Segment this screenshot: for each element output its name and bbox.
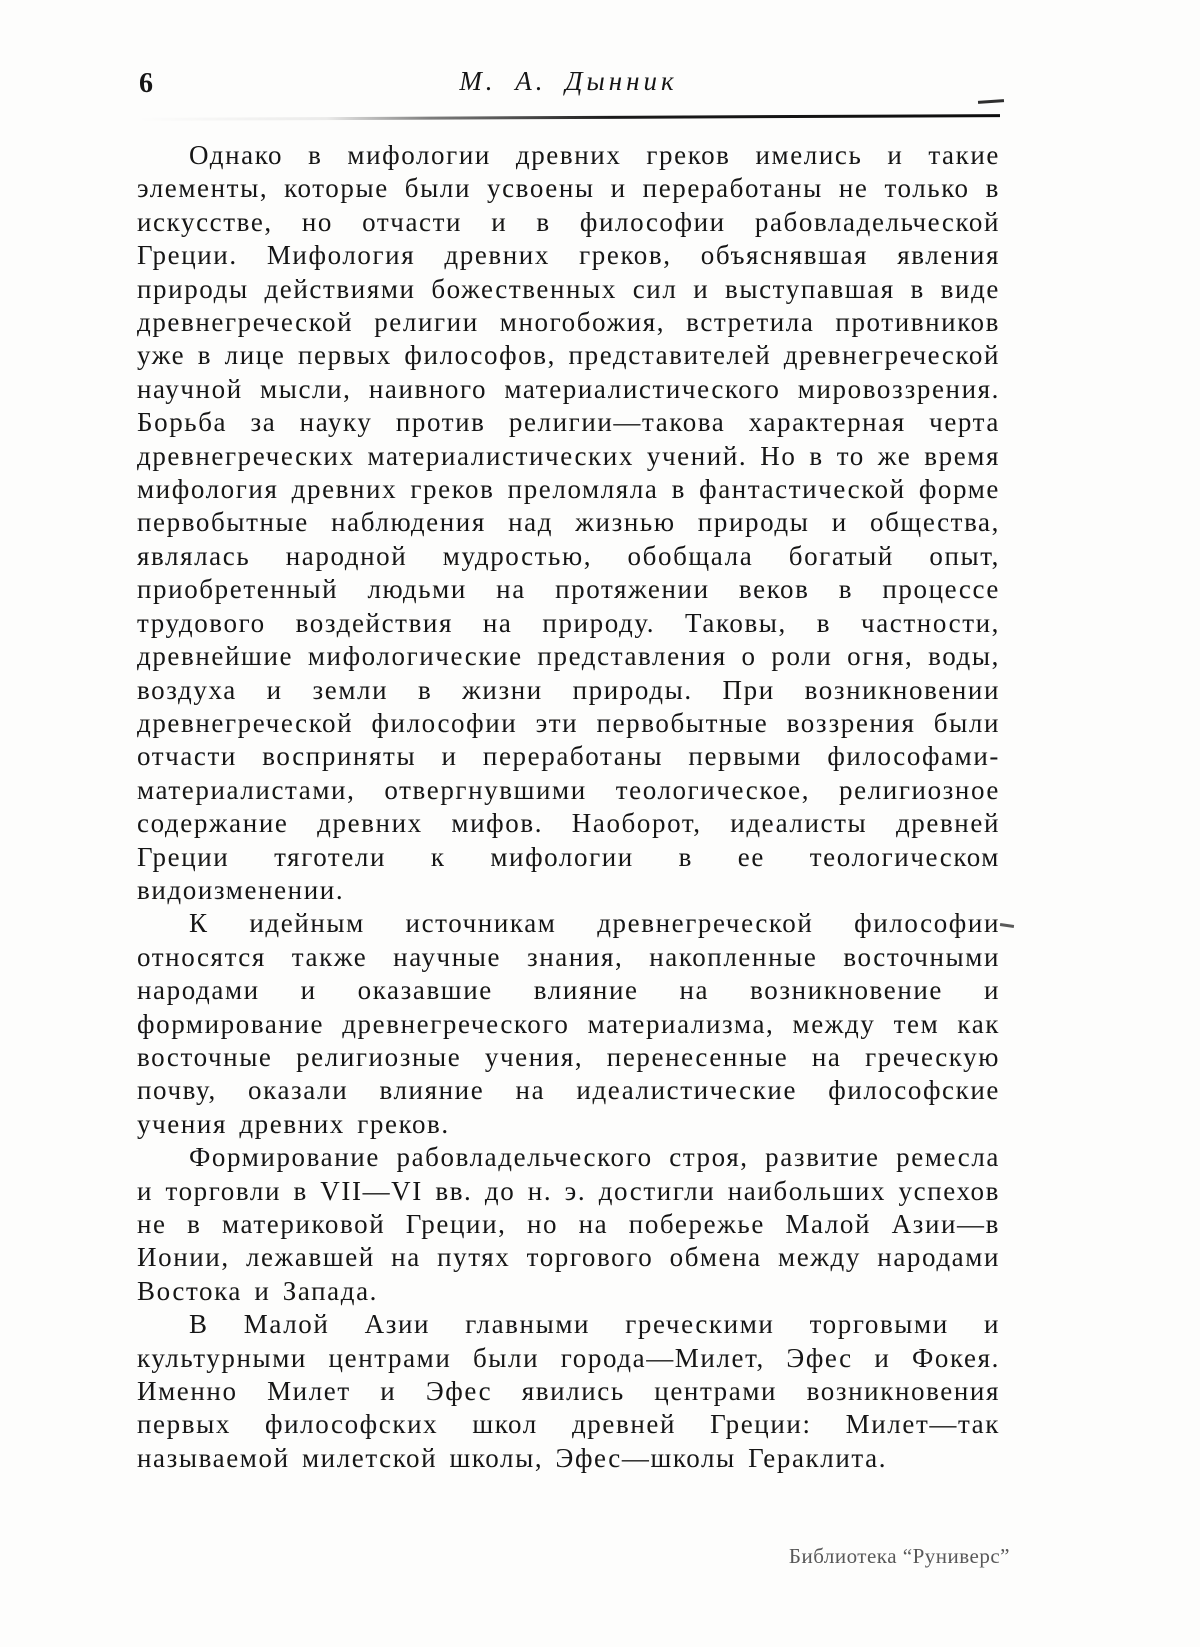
- library-credit: Библиотека “Руниверс”: [788, 1544, 1010, 1568]
- page-header: [137, 66, 1000, 110]
- paragraph: Формирование рабовладельческого строя, развитие ремесла и торговли в VII—VI вв. до н. э. достигли наибольших успехов не в материковой Греции, но на побережье Малой Азии—в Ионии, лежавшей на путях торгового обмена между народами Востока и Запада.: [137, 1142, 1000, 1306]
- page-number: 6: [139, 68, 154, 99]
- page-body: [137, 139, 1000, 1475]
- running-title: М. А. Дынник: [459, 66, 678, 96]
- header-rule: [137, 114, 1000, 121]
- paragraph: Однако в мифологии древних греков имелись и такие элементы, которые были усвоены и переработаны не только в искусстве, но отчасти и в философии рабовладельческой Греции. Мифология древних греков, объяснявшая явления природы действиями божественных сил и выступавшая в виде древнегреческой религии многобожия, встретила противников уже в лице первых философов, представителей древнегреческой научной мысли, наивного материалистического мировоззрения. Борьба за науку против религии—такова характерная черта древнегреческих материалистических учений. Но в то же время мифология древних греков преломляла в фантастической форме первобытные наблюдения над жизнью природы и общества, являлась народной мудростью, обобщала богатый опыт, приобретенный людьми на протяжении веков в процессе трудового воздействия на природу. Таковы, в частности, древнейшие мифологические представления о роли огня, воды, воздуха и земли в жизни природы. При возникновении древнегреческой философии эти первобытные воззрения были отчасти восприняты и переработаны первыми философами-материалистами, отвергнувшими теологическое, религиозное содержание древних мифов. Наоборот, идеалисты древней Греции тяготели к мифологии в ее теологическом видоизменении.: [137, 140, 1000, 905]
- scan-artifact-margin: [1000, 923, 1014, 928]
- paragraph: В Малой Азии главными греческими торговыми и культурными центрами были города—Милет, Эфес и Фокея. Именно Милет и Эфес явились центрами возникновения первых философских школ древней Греции: Милет—так называемой милетской школы, Эфес—школы Гераклита.: [137, 1309, 1000, 1473]
- paragraph: К идейным источникам древнегреческой философии относятся также научные знания, накопленные восточными народами и оказавшие влияние на возникновение и формирование древнегреческого материализма, между тем как восточные религиозные учения, перенесенные на греческую почву, оказали влияние на идеалистические философские учения древних греков.: [137, 908, 1000, 1139]
